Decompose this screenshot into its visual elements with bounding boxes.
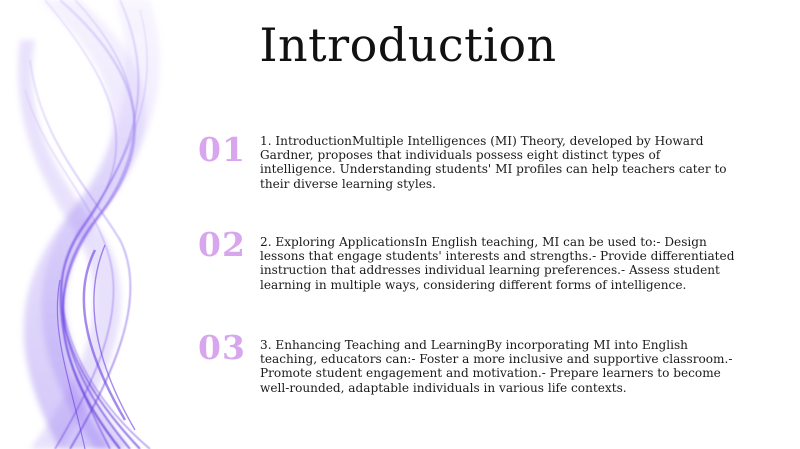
item-text: 2. Exploring ApplicationsIn English teaching, MI can be used to:- Design lessons that engage students' interests and strengths.- Provide differentiated instruction that addresses individual learning preferences.- Assess student learning in multiple ways, considering different forms of intelligence.: [260, 235, 735, 292]
page-title: Introduction: [259, 18, 557, 72]
item-text: 1. IntroductionMultiple Intelligences (MI) Theory, developed by Howard Gardner, proposes that individuals possess eight distinct types of intelligence. Understanding students' MI profiles can help teachers cater to their diverse learning styles.: [260, 134, 727, 191]
item-number: 03: [198, 328, 246, 367]
item-number: 02: [198, 225, 246, 264]
item-text: 3. Enhancing Teaching and LearningBy incorporating MI into English teaching, educators can:- Foster a more inclusive and supportive classroom.- Promote student engagement and motivation.- Prepare learners to become well-rounded, adaptable individuals in various life contexts.: [260, 338, 733, 395]
item-number: 01: [198, 130, 246, 169]
